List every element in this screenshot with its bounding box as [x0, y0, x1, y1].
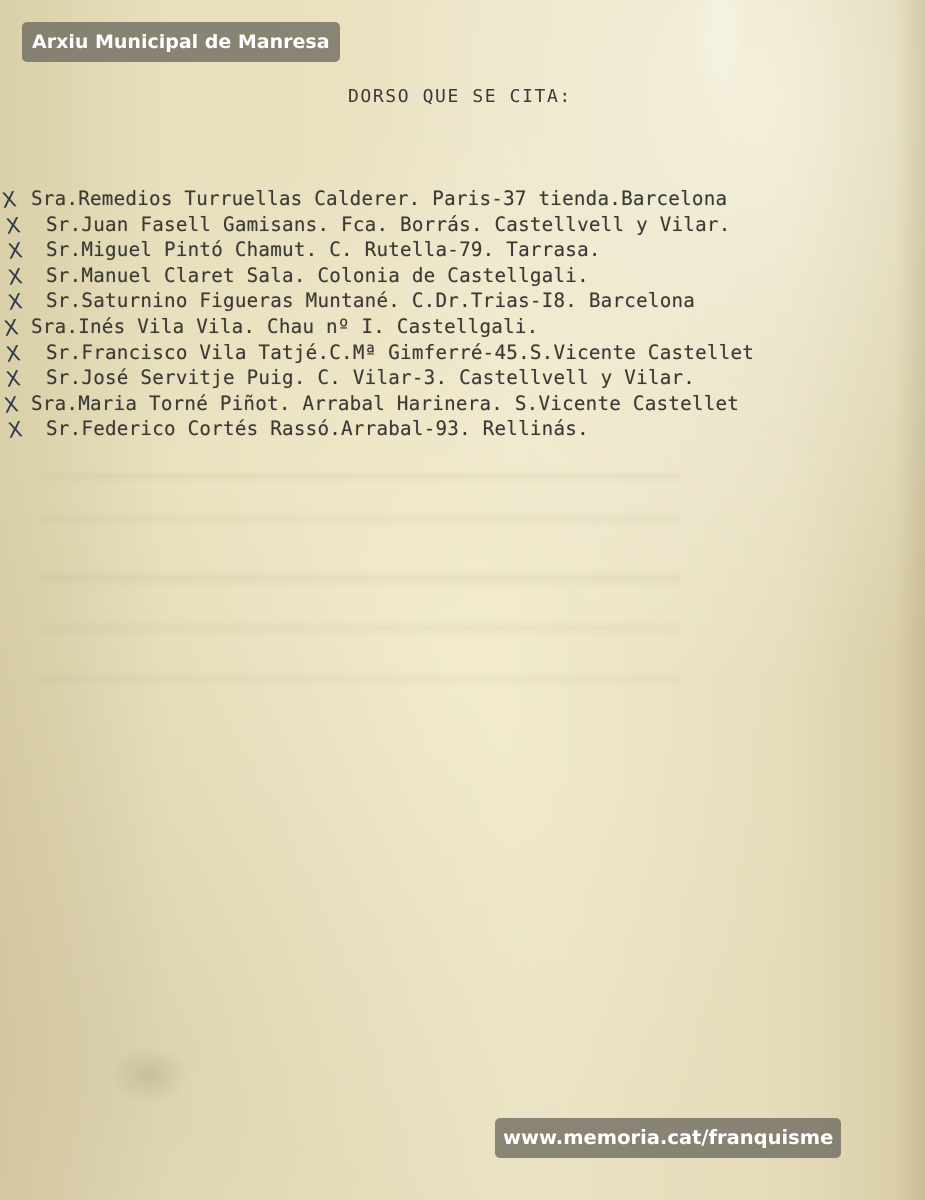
- list-item: [0, 237, 925, 263]
- entry-list: [0, 186, 925, 442]
- entry-text: Sr.Federico Cortés Rassó.Arrabal-93. Rellinás.: [46, 417, 589, 441]
- entry-text: Sr.Juan Fasell Gamisans. Fca. Borrás. Castellvell y Vilar.: [46, 212, 731, 236]
- list-item: [0, 263, 925, 289]
- check-mark-icon: X: [6, 289, 24, 316]
- entry-text: Sr.Miguel Pintó Chamut. C. Rutella-79. Tarrasa.: [46, 238, 601, 262]
- website-watermark: www.memoria.cat/franquisme: [495, 1118, 841, 1158]
- entry-text: Sra.Maria Torné Piñot. Arrabal Harinera. S.Vicente Castellet: [31, 391, 740, 415]
- check-mark-icon: X: [0, 187, 18, 213]
- entry-text: Sr.José Servitje Puig. C. Vilar-3. Castellvell y Vilar.: [46, 366, 696, 390]
- list-item: [0, 340, 925, 366]
- check-mark-icon: X: [6, 264, 24, 290]
- entry-text: Sr.Saturnino Figueras Muntané. C.Dr.Trias-I8. Barcelona: [46, 289, 696, 313]
- check-mark-icon: X: [4, 340, 22, 367]
- check-mark-icon: X: [4, 212, 22, 239]
- faded-bleed-through-text: [40, 470, 680, 770]
- check-mark-icon: X: [6, 238, 24, 265]
- check-mark-icon: X: [4, 366, 22, 393]
- entry-text: Sr.Francisco Vila Tatjé.C.Mª Gimferré-45.S.Vicente Castellet: [46, 340, 755, 364]
- list-item: [0, 365, 925, 391]
- page-edge-shadow: [895, 0, 925, 1200]
- list-item: [0, 391, 925, 417]
- check-mark-icon: X: [6, 417, 24, 444]
- check-mark-icon: X: [2, 391, 20, 418]
- check-mark-icon: X: [2, 315, 20, 341]
- list-item: [0, 314, 925, 340]
- entry-text: Sr.Manuel Claret Sala. Colonia de Castellgali.: [46, 263, 589, 287]
- list-item: [0, 416, 925, 442]
- entry-text: Sra.Inés Vila Vila. Chau nº I. Castellgali.: [31, 314, 539, 338]
- paper-stain: [110, 1045, 190, 1105]
- list-item: [0, 288, 925, 314]
- paper-fold: [690, 0, 750, 120]
- list-item: [0, 186, 925, 212]
- entry-text: Sra.Remedios Turruellas Calderer. Paris-37 tienda.Barcelona: [31, 187, 728, 210]
- list-item: [0, 212, 925, 238]
- document-heading: DORSO QUE SE CITA:: [348, 86, 572, 107]
- archive-watermark: Arxiu Municipal de Manresa: [22, 22, 340, 62]
